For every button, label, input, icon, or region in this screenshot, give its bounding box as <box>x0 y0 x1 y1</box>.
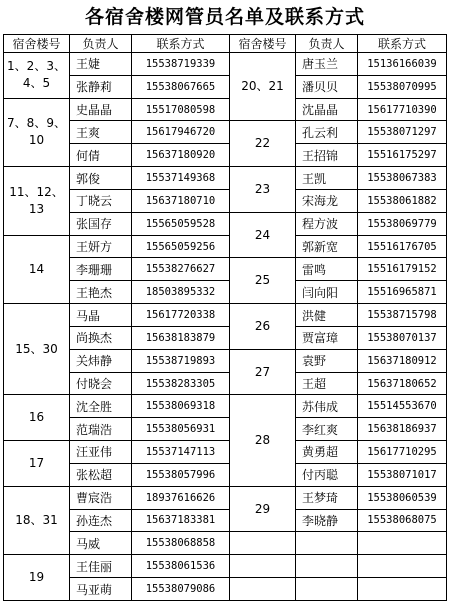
phone-number-right: 15538071297 <box>358 121 447 144</box>
phone-number-left: 15538067665 <box>132 75 230 98</box>
person-name-right: 王凯 <box>296 167 358 190</box>
phone-number-right: 15617710390 <box>358 98 447 121</box>
phone-number-left: 15565059528 <box>132 212 230 235</box>
person-name-right: 沈晶晶 <box>296 98 358 121</box>
building-cell-right: 25 <box>230 258 296 304</box>
person-name-right: 李晓静 <box>296 509 358 532</box>
table-row <box>4 281 447 304</box>
empty-cell-right <box>296 578 358 601</box>
building-cell-left: 17 <box>4 441 70 487</box>
phone-number-left: 15565059256 <box>132 235 230 258</box>
phone-number-right: 15617710295 <box>358 441 447 464</box>
header-row <box>4 35 447 53</box>
phone-number-left: 18937616626 <box>132 486 230 509</box>
person-name-right: 黄勇超 <box>296 441 358 464</box>
person-name-right: 雷鸣 <box>296 258 358 281</box>
table-row <box>4 418 447 441</box>
phone-number-right: 15637180652 <box>358 372 447 395</box>
person-name-left: 丁晓云 <box>70 189 132 212</box>
person-name-left: 马亚萌 <box>70 578 132 601</box>
building-cell-right: 20、21 <box>230 53 296 121</box>
building-cell-left: 7、8、9、10 <box>4 98 70 166</box>
person-name-right: 李红爽 <box>296 418 358 441</box>
table-row <box>4 304 447 327</box>
table-row <box>4 144 447 167</box>
person-name-right: 苏伟成 <box>296 395 358 418</box>
building-cell-left: 15、30 <box>4 304 70 395</box>
table-row <box>4 121 447 144</box>
person-name-left: 史晶晶 <box>70 98 132 121</box>
building-cell-right: 29 <box>230 486 296 532</box>
phone-number-left: 15538061536 <box>132 555 230 578</box>
table-row <box>4 75 447 98</box>
empty-cell-right <box>230 532 296 555</box>
table-row <box>4 486 447 509</box>
person-name-right: 郭新宽 <box>296 235 358 258</box>
person-name-right: 王招锦 <box>296 144 358 167</box>
header-building-right: 宿舍楼号 <box>230 35 296 53</box>
table-row <box>4 509 447 532</box>
table-row <box>4 98 447 121</box>
table-row <box>4 532 447 555</box>
phone-number-right: 15538067383 <box>358 167 447 190</box>
phone-number-right: 15538069779 <box>358 212 447 235</box>
phone-number-left: 15538719893 <box>132 349 230 372</box>
phone-number-right: 15538071017 <box>358 463 447 486</box>
phone-number-left: 15637183381 <box>132 509 230 532</box>
phone-number-right: 15637180912 <box>358 349 447 372</box>
phone-number-right: 15516965871 <box>358 281 447 304</box>
phone-number-left: 15538057996 <box>132 463 230 486</box>
table-row <box>4 167 447 190</box>
person-name-right: 唐玉兰 <box>296 53 358 76</box>
person-name-right: 王超 <box>296 372 358 395</box>
phone-number-left: 15538068858 <box>132 532 230 555</box>
phone-number-right: 15538061882 <box>358 189 447 212</box>
person-name-right: 闫向阳 <box>296 281 358 304</box>
header-contact-left: 联系方式 <box>132 35 230 53</box>
phone-number-left: 15517080598 <box>132 98 230 121</box>
phone-number-left: 15538719339 <box>132 53 230 76</box>
person-name-left: 曹宸浩 <box>70 486 132 509</box>
person-name-right: 孔云利 <box>296 121 358 144</box>
table-row <box>4 555 447 578</box>
phone-number-left: 15538056931 <box>132 418 230 441</box>
building-cell-left: 11、12、13 <box>4 167 70 235</box>
phone-number-right: 15136166039 <box>358 53 447 76</box>
person-name-left: 张静莉 <box>70 75 132 98</box>
person-name-right: 付丙聪 <box>296 463 358 486</box>
table-row <box>4 189 447 212</box>
empty-cell-right <box>296 555 358 578</box>
phone-number-left: 15538283305 <box>132 372 230 395</box>
phone-number-left: 15538079086 <box>132 578 230 601</box>
phone-number-left: 15617946720 <box>132 121 230 144</box>
table-row <box>4 326 447 349</box>
phone-number-right: 15516179152 <box>358 258 447 281</box>
person-name-left: 孙连杰 <box>70 509 132 532</box>
phone-number-right: 15538068075 <box>358 509 447 532</box>
phone-number-left: 15537147113 <box>132 441 230 464</box>
table-row <box>4 212 447 235</box>
empty-cell-right <box>296 532 358 555</box>
person-name-left: 张松超 <box>70 463 132 486</box>
table-row <box>4 463 447 486</box>
table-row <box>4 372 447 395</box>
person-name-left: 沈全胜 <box>70 395 132 418</box>
phone-number-right: 15538070137 <box>358 326 447 349</box>
building-cell-left: 1、2、3、4、5 <box>4 53 70 99</box>
person-name-left: 马威 <box>70 532 132 555</box>
person-name-left: 王婕 <box>70 53 132 76</box>
page-title: 各宿舍楼网管员名单及联系方式 <box>84 6 365 28</box>
person-name-right: 宋海龙 <box>296 189 358 212</box>
table-row <box>4 349 447 372</box>
person-name-right: 王梦琦 <box>296 486 358 509</box>
person-name-left: 郭俊 <box>70 167 132 190</box>
table-row <box>4 235 447 258</box>
person-name-left: 王佳丽 <box>70 555 132 578</box>
phone-number-left: 15637180920 <box>132 144 230 167</box>
table-row <box>4 258 447 281</box>
empty-cell-right <box>358 578 447 601</box>
person-name-left: 汪亚伟 <box>70 441 132 464</box>
phone-number-left: 18503895332 <box>132 281 230 304</box>
phone-number-left: 15537149368 <box>132 167 230 190</box>
building-cell-right: 27 <box>230 349 296 395</box>
building-cell-left: 18、31 <box>4 486 70 554</box>
phone-number-right: 15514553670 <box>358 395 447 418</box>
person-name-left: 付晓会 <box>70 372 132 395</box>
person-name-left: 马晶 <box>70 304 132 327</box>
person-name-right: 洪健 <box>296 304 358 327</box>
person-name-left: 尚换杰 <box>70 326 132 349</box>
phone-number-right: 15516176705 <box>358 235 447 258</box>
table-body <box>4 53 447 601</box>
phone-number-left: 15637180710 <box>132 189 230 212</box>
empty-cell-right <box>230 578 296 601</box>
header-contact-right: 联系方式 <box>358 35 447 53</box>
building-cell-right: 28 <box>230 395 296 486</box>
contact-table <box>3 34 447 601</box>
person-name-left: 王艳杰 <box>70 281 132 304</box>
person-name-right: 程方波 <box>296 212 358 235</box>
table-row <box>4 395 447 418</box>
building-cell-left: 19 <box>4 555 70 601</box>
person-name-right: 贾富璋 <box>296 326 358 349</box>
phone-number-left: 15538069318 <box>132 395 230 418</box>
phone-number-left: 15617720338 <box>132 304 230 327</box>
empty-cell-right <box>358 555 447 578</box>
table-row <box>4 53 447 76</box>
person-name-left: 范瑞浩 <box>70 418 132 441</box>
phone-number-right: 15516175297 <box>358 144 447 167</box>
building-cell-right: 26 <box>230 304 296 350</box>
person-name-left: 关炜静 <box>70 349 132 372</box>
phone-number-left: 15538276627 <box>132 258 230 281</box>
phone-number-left: 15638183879 <box>132 326 230 349</box>
phone-number-right: 15538070995 <box>358 75 447 98</box>
building-cell-left: 16 <box>4 395 70 441</box>
person-name-left: 王妍方 <box>70 235 132 258</box>
phone-number-right: 15538715798 <box>358 304 447 327</box>
person-name-right: 潘贝贝 <box>296 75 358 98</box>
building-cell-right: 24 <box>230 212 296 258</box>
person-name-left: 王爽 <box>70 121 132 144</box>
building-cell-right: 22 <box>230 121 296 167</box>
person-name-right: 袁野 <box>296 349 358 372</box>
phone-number-right: 15538060539 <box>358 486 447 509</box>
table-row <box>4 441 447 464</box>
empty-cell-right <box>230 555 296 578</box>
person-name-left: 李珊珊 <box>70 258 132 281</box>
building-cell-left: 14 <box>4 235 70 303</box>
header-person-right: 负责人 <box>296 35 358 53</box>
person-name-left: 张国存 <box>70 212 132 235</box>
empty-cell-right <box>358 532 447 555</box>
header-building-left: 宿舍楼号 <box>4 35 70 53</box>
header-person-left: 负责人 <box>70 35 132 53</box>
phone-number-right: 15638186937 <box>358 418 447 441</box>
person-name-left: 何倩 <box>70 144 132 167</box>
table-row <box>4 578 447 601</box>
building-cell-right: 23 <box>230 167 296 213</box>
